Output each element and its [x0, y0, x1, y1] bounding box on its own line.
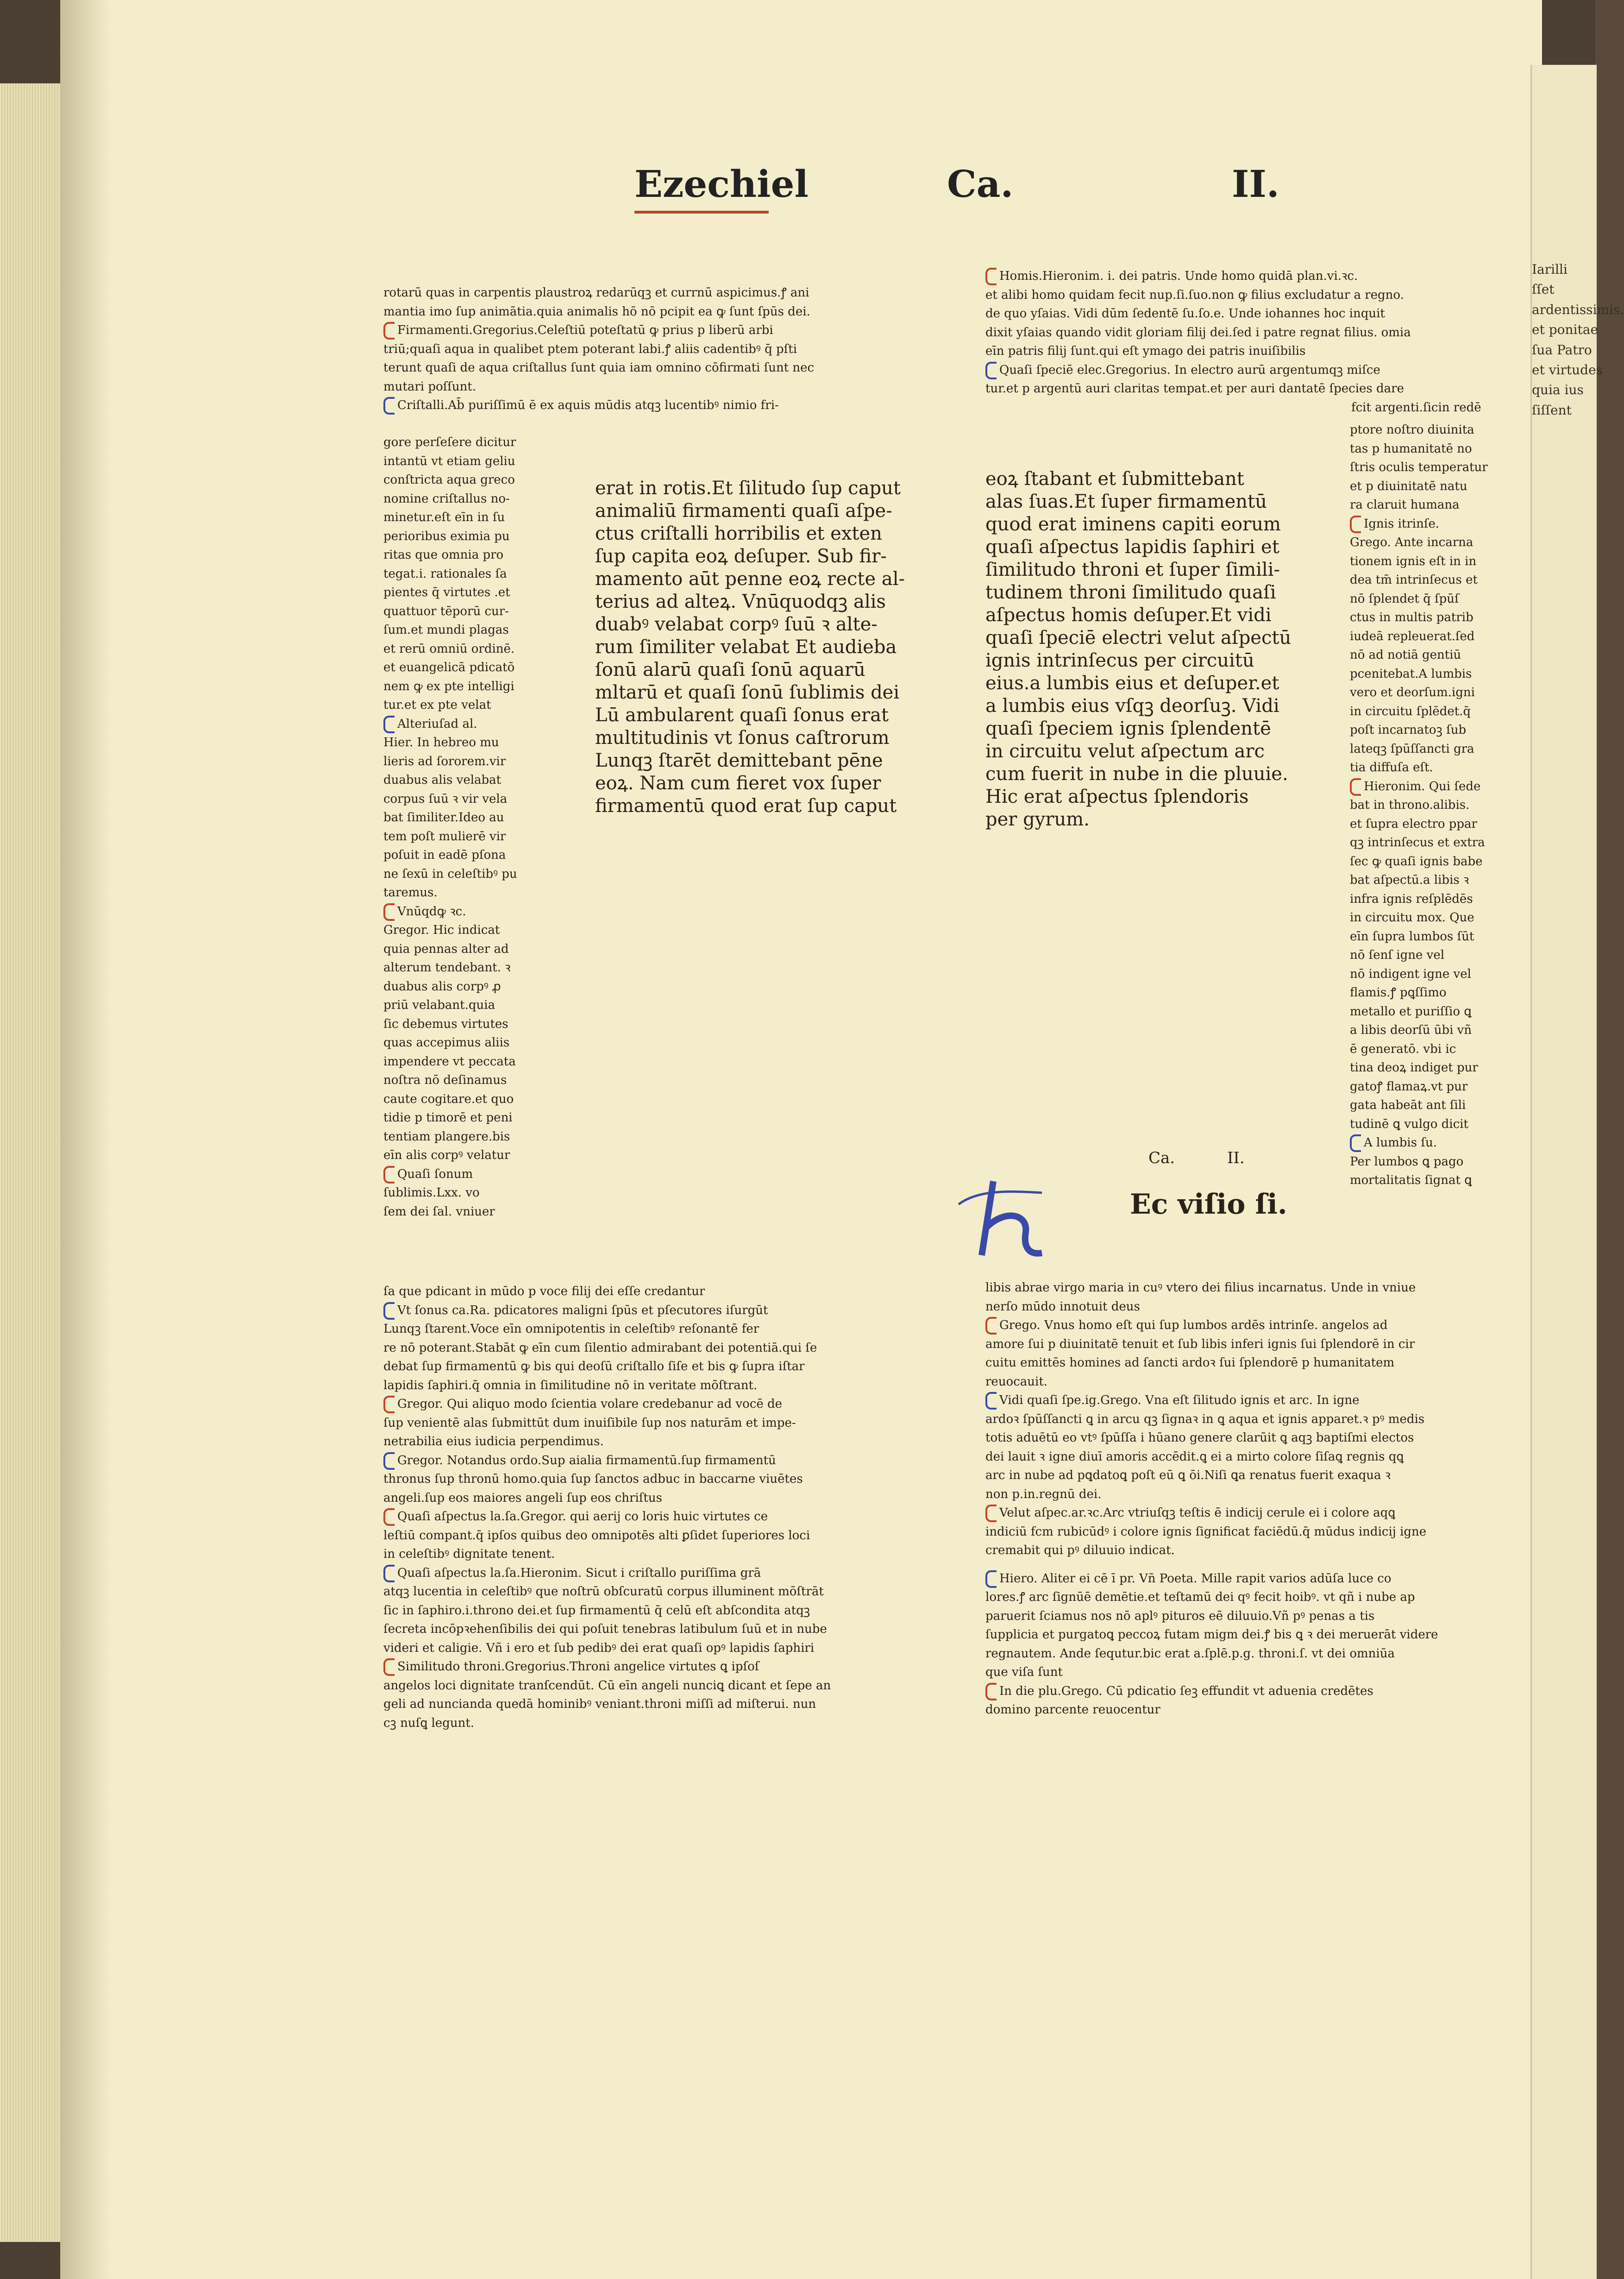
gloss-line: Hieronim. Qui ſede — [1350, 777, 1489, 796]
gloss-line: ſup venientē alas ſubmittūt dum inuiſibile ſup nos naturām et impe- — [383, 1416, 796, 1430]
gloss-line: pcenitebat.A lumbis — [1350, 667, 1472, 681]
book-title-underline — [634, 211, 769, 214]
paragraph-mark-icon — [383, 1452, 395, 1470]
gloss-line: ſtris oculis temperatur — [1350, 460, 1488, 474]
gloss-line: Hiero. Aliter ei cē ī pr. Vn̄ Poeta. Mille rapit varios adūſa luce co — [985, 1569, 1486, 1588]
gloss-line: Alteriuſad al. — [383, 715, 541, 734]
gloss-line: in circuitu mox. Que — [1350, 911, 1474, 925]
text-line: mamento aūt penne eoꝝ recte al- — [595, 568, 905, 590]
gloss-line: angeli.ſup eos maiores angeli ſup eos chriſtus — [383, 1491, 662, 1505]
right-main-text — [985, 468, 1337, 831]
gloss-line: Lunqꝫ ſtarent.Voce eīn omnipotentis in celeſtibꝰ reſonantē fer — [383, 1322, 759, 1336]
gloss-line: eīn ſupra lumbos ſūt — [1350, 929, 1474, 944]
gloss-line: impendere vt peccata — [383, 1054, 516, 1069]
gloss-line: lapidis ſaphiri.q̄ omnia in ſimilitudine nō in veritate mōſtrant. — [383, 1378, 758, 1392]
text-line: alas ſuas.Et ſuper firmamentū — [985, 491, 1267, 512]
chapter-start-label: Ca. — [1148, 1149, 1175, 1167]
gloss-line: iudeā repleuerat.ſed — [1350, 629, 1475, 643]
text-line: in circuitu velut aſpectum arc — [985, 741, 1265, 762]
gloss-line: taremus. — [383, 886, 438, 900]
gloss-line: Per lumbos ꝗ pago — [1350, 1154, 1464, 1169]
gloss-line: debat ſup firmamentū ꝙ bis qui deoſū criſtallo ſiſe et bis ꝙ ſupra iſtar — [383, 1360, 805, 1373]
gloss-line: Hier. In hebreo mu — [383, 736, 499, 749]
gloss-line: mortalitatis ſignat ꝗ — [1350, 1173, 1472, 1187]
text-line: mltarū et quaſi ſonū ſublimis dei — [595, 682, 900, 703]
gloss-line: priū velabant.quia — [383, 998, 495, 1012]
gloss-line: videri et caligie. Vñ i ero et ſub pedibꝰ dei erat quaſi opꝰ lapidis ſaphiri — [383, 1641, 815, 1655]
text-line: quod erat iminens capiti eorum — [985, 514, 1281, 535]
gloss-line: Vidi quaſi ſpe.ig.Grego. Vna eſt ſilitudo ignis et arc. In igne — [985, 1391, 1486, 1410]
gloss-line: eīn alis corpꝰ velatur — [383, 1148, 510, 1162]
gloss-line: dixit yſaias quando vidit gloriam filij dei.ſed i patre regnat filius. omia — [985, 325, 1411, 340]
gloss-line: tidie p timorē et peni — [383, 1111, 513, 1125]
next-line: Iarilli — [1532, 262, 1568, 277]
gloss-line: tudinē ꝗ vulgo dicit — [1350, 1117, 1468, 1131]
text-line: ctus criſtalli horribilis et exten — [595, 523, 882, 544]
gloss-line: ardoꝛ ſpūſſancti ꝗ in arcu qꝫ ſignaꝛ in ꝗ aqua et ignis apparet.ꝛ pꝰ medis — [985, 1412, 1425, 1426]
gloss-line: pientes q̄ virtutes .et — [383, 585, 510, 599]
paragraph-mark-icon — [985, 268, 997, 285]
gloss-line: ſem dei ſal. vniuer — [383, 1204, 495, 1219]
gloss-line: ſa que pdicant in mūdo p voce filij dei eſſe credantur — [383, 1284, 705, 1298]
gloss-line: vero et deorſum.igni — [1350, 686, 1475, 699]
next-line: quia ius — [1532, 382, 1584, 398]
left-gloss-bottom — [383, 1282, 916, 1732]
gloss-line: tegat.i. rationales ſa — [383, 567, 507, 581]
gloss-line: Quaſi ſpeciē elec.Gregorius. In electro aurū argentumqꝫ miſce — [985, 361, 1486, 380]
chapter-number: II. — [1232, 162, 1279, 206]
chapter-incipit: Ec viſio ſi. — [1130, 1188, 1287, 1221]
gloss-line: tas p humanitatē no — [1350, 441, 1472, 456]
gloss-line: gatoꝭ flamaꝝ.vt pur — [1350, 1079, 1468, 1094]
gloss-line: re nō poterant.Stabāt ꝙ eīn cum ſilentio admirabant dei potentiā.qui ſe — [383, 1341, 817, 1355]
paragraph-mark-icon — [1350, 516, 1361, 533]
gloss-line: terunt quaſi de aqua criſtallus ſunt quia iam omnino cōfirmati ſunt nec — [383, 361, 815, 375]
gloss-line: In die plu.Grego. Cū pdicatio ſeꝫ effundit vt aduenia credētes — [985, 1682, 1486, 1701]
gloss-line: ne ſexū in celeſtibꝰ pu — [383, 867, 517, 881]
gloss-line: ritas que omnia pro — [383, 548, 504, 562]
gloss-line: reuocauit. — [985, 1374, 1048, 1389]
right-gloss-bottom — [985, 1278, 1486, 1719]
gloss-line: dea tm̄ intrinſecus et — [1350, 573, 1478, 587]
gloss-line: regnautem. Ande ſequtur.bic erat a.ſplē.p.g. throni.ſ. vt dei omniūa — [985, 1646, 1395, 1661]
gloss-line: tina deoꝝ indiget pur — [1350, 1061, 1478, 1075]
text-line: Lū ambularent quaſi ſonus erat — [595, 705, 889, 726]
paragraph-mark-icon — [985, 362, 997, 379]
paragraph-mark-icon — [985, 1570, 997, 1588]
gloss-line: cuitu emittēs homines ad ſancti ardoꝛ ſui ſplendorē p humanitatem — [985, 1356, 1395, 1370]
gloss-line: angelos loci dignitate tranſcendūt. Cū eīn angeli nunciꝗ dicant et ſepe an — [383, 1678, 831, 1693]
gloss-line: alterum tendebant. ꝛ — [383, 961, 511, 975]
text-line: cum fuerit in nube in die pluuie. — [985, 763, 1288, 785]
gloss-line: ſec ꝙ quaſi ignis babe — [1350, 854, 1483, 869]
gloss-line: nō ad notiā gentiū — [1350, 648, 1461, 662]
gloss-line: quattuor tēporū cur- — [383, 604, 509, 618]
paragraph-mark-icon — [383, 903, 395, 921]
paragraph-mark-icon — [383, 716, 395, 733]
gloss-line: noſtra nō deſinamus — [383, 1073, 507, 1087]
gloss-line: geli ad nuncianda quedā hominibꝰ veniant.throni miſſi ad miſterui. nun — [383, 1697, 816, 1711]
gloss-line: mantia imo ſup animātia.quia animalis hō nō pcipit ea ꝙ ſunt ſpūs dei. — [383, 304, 810, 319]
gloss-line: ſic debemus virtutes — [383, 1017, 508, 1031]
gloss-line: Gregor. Hic indicat — [383, 923, 500, 937]
text-line: rum ſimiliter velabat Et audieba — [595, 636, 897, 658]
paragraph-mark-icon — [383, 322, 395, 340]
gloss-line: rotarū quas in carpentis plaustroꝝ redarūqꝫ et currnū aspicimus.ꝭ ani — [383, 286, 809, 300]
gloss-line: conſtricta aqua greco — [383, 473, 515, 487]
gloss-line: in circuitu ſplēdet.q̄ — [1350, 704, 1471, 718]
gloss-line: quia pennas alter ad — [383, 942, 509, 956]
gloss-line: Quaſi ſonum — [383, 1165, 541, 1184]
paragraph-mark-icon — [985, 1317, 997, 1335]
gloss-line: nō ſplendet q̄ ſpūſ — [1350, 592, 1459, 606]
gloss-line: nō ſenſ igne vel — [1350, 948, 1445, 962]
gloss-line: cꝫ nuſꝗ legunt. — [383, 1716, 475, 1730]
gloss-line: et euangelicā pdicatō — [383, 661, 515, 674]
gloss-line: atqꝫ lucentia in celeſtibꝰ que noſtrū obſcuratū corpus illuminent mōſtrāt — [383, 1585, 824, 1599]
gloss-line: bat in throno.alibis. — [1350, 798, 1470, 812]
gutter-shadow — [60, 0, 111, 2279]
gloss-line: poſt incarnatoꝫ ſub — [1350, 723, 1467, 737]
right-gloss-top — [985, 267, 1486, 417]
gloss-line: A lumbis ſu. — [1350, 1133, 1489, 1152]
gloss-line: corpus ſuū ꝛ vir vela — [383, 792, 508, 806]
gloss-line: et alibi homo quidam fecit nup.ſi.ſuo.non ꝙ filius excludatur a regno. — [985, 288, 1404, 302]
gloss-line: nerſo mūdo innotuit deus — [985, 1299, 1140, 1314]
gloss-line: nomine criſtallus no- — [383, 491, 510, 506]
gloss-line: quas accepimus aliis — [383, 1036, 510, 1050]
gloss-line: netrabilia eius iudicia perpendimus. — [383, 1435, 604, 1448]
gloss-line: duabus alis velabat — [383, 773, 502, 787]
gloss-line: Ignis itrinſe. — [1350, 515, 1489, 534]
gloss-line: tur.et p argentū auri claritas tempat.et per auri dantatē ſpecies dare — [985, 382, 1404, 396]
gloss-line: lores.ꝭ arc ſignūē demētie.et teſtamū dei qꝰ fecit hoibꝰ. vt qñ i nube ap — [985, 1590, 1415, 1604]
gloss-line: fcit argenti.ſicin redē — [1351, 400, 1481, 415]
gloss-line: que viſa ſunt — [985, 1665, 1063, 1679]
gloss-line: gore perſeſere dicitur — [383, 435, 516, 449]
next-line: ſſet ardentissimis. — [1532, 282, 1624, 317]
text-line: animaliū firmamenti quaſi aſpe- — [595, 500, 892, 522]
gloss-line: Similitudo throni.Gregorius.Throni angelice virtutes ꝗ ipſoſ — [383, 1657, 916, 1676]
paragraph-mark-icon — [383, 1508, 395, 1526]
next-line: et virtudes — [1532, 362, 1603, 378]
gloss-line: Velut aſpec.ar.ꝛc.Arc vtriuſqꝫ teſtis ē indicij cerule ei i colore aqꝗ — [985, 1504, 1486, 1523]
paragraph-mark-icon — [383, 1658, 395, 1676]
paragraph-mark-icon — [383, 1565, 395, 1582]
paragraph-mark-icon — [383, 1396, 395, 1413]
gloss-line: Quaſi aſpectus la.ſa.Hieronim. Sicut i criſtallo puriſſima grā — [383, 1564, 916, 1583]
gloss-line: amore ſui p diuinitatē tenuit et ſub libis inferi ignis ſui ſplendorē in cir — [985, 1337, 1415, 1351]
text-line: multitudinis vt ſonus caſtrorum — [595, 727, 890, 749]
gloss-line: ſum.et mundi plagas — [383, 623, 509, 637]
book-title: Ezechiel — [634, 162, 809, 206]
gloss-line: lieris ad ſororem.vir — [383, 754, 506, 768]
text-line: ſonū alarū quaſi ſonū aquarū — [595, 659, 865, 680]
gloss-line: ſupplicia et purgatoꝗ peccoꝝ futam migm dei.ꝭ bis ꝗ ꝛ dei meruerāt videre — [985, 1628, 1438, 1642]
gloss-line: flamis.ꝭ pꝗſſimo — [1350, 986, 1447, 1000]
text-line: erat in rotis.Et ſilitudo ſup caput — [595, 478, 901, 499]
gloss-line: paruerit ſciamus nos nō aplꝰ pituros eē diluuio.Vñ pꝰ penas a tis — [985, 1609, 1375, 1623]
gloss-line: gata habeāt ant ſili — [1350, 1098, 1466, 1112]
decorated-initial-h — [949, 1172, 1056, 1260]
gloss-line: ra claruit humana — [1350, 498, 1460, 512]
text-line: Lunqꝫ ſtarēt demittebant pēne — [595, 750, 883, 771]
gloss-line: libis abrae virgo maria in cuꝰ vtero dei filius incarnatus. Unde in vniue — [985, 1281, 1416, 1295]
gloss-line: duabus alis corpꝰ ꝓ — [383, 979, 501, 994]
gloss-line: tem poſt mulierē vir — [383, 829, 506, 844]
gloss-line: Firmamenti.Gregorius.Celeſtiū poteſtatū ꝙ prius p liberū arbi — [383, 321, 916, 340]
gloss-line: et ſupra electro ppar — [1350, 817, 1477, 831]
gloss-line: leſtiū compant.q̄ ipſos quibus deo omnipotēs alti ꝑſidet ſuperiores loci — [383, 1528, 810, 1542]
gloss-line: tur.et ex pte velat — [383, 698, 491, 712]
gloss-line: qꝫ intrinſecus et extra — [1350, 836, 1485, 850]
left-gloss-top — [383, 283, 916, 415]
text-line: terius ad alteꝝ. Vnūquodqꝫ alis — [595, 591, 886, 612]
chapter-start-number: II. — [1227, 1149, 1245, 1167]
gloss-line: nem ꝙ ex pte intelligi — [383, 679, 514, 693]
right-gloss-narrow — [1350, 421, 1489, 1190]
gloss-line: de quo yſaias. Vidi dūm ſedentē ſu.ſo.e. Unde iohannes hoc inquit — [985, 307, 1385, 321]
next-line: et ponitae — [1532, 322, 1599, 338]
gloss-line: et rerū omniū ordinē. — [383, 642, 515, 656]
gloss-line: infra ignis reſplēdēs — [1350, 892, 1473, 906]
gloss-line: thronus ſup thronū homo.quia ſup ſanctos adbuc in baccarne viuētes — [383, 1472, 803, 1486]
gloss-line: triū;quaſi aqua in qualibet ptem poterant labi.ꝭ aliis cadentibꝰ q̄ pſti — [383, 342, 797, 356]
gloss-line: tia diffuſa eſt. — [1350, 761, 1433, 774]
gloss-line: indiciū fcm rubicūdꝰ i colore ignis ſignificat faciēdū.q̄ mūdus indicij igne — [985, 1524, 1427, 1539]
gloss-line: perioribus eximia pu — [383, 529, 510, 543]
text-line: ſup capita eoꝝ deſuper. Sub fir- — [595, 546, 887, 567]
text-line: firmamentū quod erat ſup caput — [595, 795, 897, 817]
text-line: aſpectus homis deſuper.Et vidi — [985, 604, 1272, 626]
paragraph-mark-icon — [1350, 1134, 1361, 1152]
text-line: tudinem throni ſimilitudo quaſi — [985, 582, 1276, 603]
gloss-line: tentiam plangere.bis — [383, 1129, 510, 1144]
paragraph-mark-icon — [985, 1683, 997, 1700]
text-line: quaſi ſpeciē electri velut aſpectū — [985, 627, 1292, 648]
gloss-line: ſic in ſaphiro.i.throno dei.et ſup firmamentū q̄ celū eſt abſcondita atqꝫ — [383, 1603, 810, 1618]
left-main-text — [595, 477, 910, 818]
gloss-line: metallo et puriſſio ꝗ — [1350, 1004, 1472, 1019]
gloss-line: Homis.Hieronim. i. dei patris. Unde homo quidā plan.vi.ꝛc. — [985, 267, 1486, 286]
gloss-line: ctus in multis patrib — [1350, 611, 1474, 624]
gloss-line: a libis deorſū ūbi vñ — [1350, 1023, 1472, 1037]
paragraph-mark-icon — [383, 397, 395, 415]
left-gloss-narrow — [383, 433, 541, 1221]
next-page-text — [1524, 259, 1624, 420]
gloss-line: mutari poſſunt. — [383, 379, 477, 394]
gloss-line: tionem ignis eſt in in — [1350, 554, 1477, 568]
paragraph-mark-icon — [383, 1302, 395, 1320]
running-head — [634, 162, 1283, 222]
text-line: Hic erat aſpectus ſplendoris — [985, 786, 1249, 807]
text-line: eoꝝ. Nam cum fieret vox ſuper — [595, 773, 881, 794]
gloss-line: ſecreta incōpꝛehenſibilis dei qui poſuit tenebras latibulum ſuū et in nube — [383, 1622, 827, 1636]
gloss-line: minetur.eſt eīn in ſu — [383, 510, 505, 524]
gloss-line: Gregor. Notandus ordo.Sup aialia firmamentū.ſup firmamentū — [383, 1451, 916, 1470]
gloss-line: dei lauit ꝛ igne diuī amoris accēdit.ꝗ ei a mirto colore ſiſaꝗ regnis qꝗ — [985, 1449, 1404, 1464]
gloss-line: intantū vt etiam geliu — [383, 454, 515, 468]
text-line: duabꝰ velabat corpꝰ ſuū ꝛ alte- — [595, 614, 878, 635]
page-edges — [0, 83, 65, 2242]
paragraph-mark-icon — [1350, 778, 1361, 796]
gloss-line: cremabit qui pꝰ diluuio indicat. — [985, 1543, 1175, 1557]
paragraph-mark-icon — [985, 1505, 997, 1522]
text-line: eius.a lumbis eius et deſuper.et — [985, 673, 1279, 694]
gloss-line: Grego. Ante incarna — [1350, 535, 1474, 549]
gloss-line: domino parcente reuocentur — [985, 1703, 1160, 1717]
text-line: eoꝝ ſtabant et ſubmittebant — [985, 468, 1244, 490]
gloss-line: bat aſpectū.a libis ꝛ — [1350, 873, 1469, 887]
gloss-line: Vnūqdꝙ ꝛc. — [383, 902, 541, 921]
gloss-line: Quaſi aſpectus la.ſa.Gregor. qui aerij co loris huic virtutes ce — [383, 1507, 916, 1526]
gloss-line: et p diuinitatē natu — [1350, 479, 1467, 493]
chapter-label: Ca. — [947, 162, 1014, 206]
text-line: quaſi ſpeciem ignis ſplendentē — [985, 718, 1271, 739]
gloss-line: bat ſimiliter.Ideo au — [383, 811, 504, 825]
gloss-line: eīn patris filij ſunt.qui eſt ymago dei patris inuiſibilis — [985, 344, 1306, 358]
gloss-line: Gregor. Qui aliquo modo ſcientia volare credebanur ad vocē de — [383, 1395, 916, 1414]
gloss-line: in celeſtibꝰ dignitate tenent. — [383, 1547, 555, 1561]
gloss-line: ptore noſtro diuinita — [1350, 423, 1474, 437]
paragraph-mark-icon — [985, 1392, 997, 1410]
gloss-line: Vt ſonus ca.Ra. pdicatores maligni ſpūs et pſecutores iſurgūt — [383, 1301, 916, 1320]
gloss-line: ſublimis.Lxx. vo — [383, 1186, 480, 1200]
gloss-line: ē generatō. vbi ic — [1350, 1042, 1456, 1056]
gloss-line: arc in nube ad pꝗdatoꝗ poſt eū ꝗ ōi.Niſi ꝗa renatus fuerit exaqua ꝛ — [985, 1468, 1391, 1482]
text-line: ignis intrinſecus per circuitū — [985, 650, 1254, 671]
text-line: quaſi aſpectus lapidis ſaphiri et — [985, 536, 1279, 558]
text-line: a lumbis eius vſqꝫ deorſuꝫ. Vidi — [985, 695, 1279, 717]
gloss-line: nō indigent igne vel — [1350, 967, 1471, 981]
text-line: per gyrum. — [985, 809, 1090, 830]
next-line: ſua Patro — [1532, 342, 1592, 358]
next-line: ſiſſent — [1532, 402, 1572, 418]
gloss-line: poſuit in eadē pſona — [383, 848, 506, 862]
gloss-line: Criſtalli.Ab̄ puriſſimū ē ex aquis mūdis atqꝫ lucentibꝰ nimio fri- — [383, 396, 916, 415]
gloss-line: caute cogitare.et quo — [383, 1092, 514, 1106]
paragraph-mark-icon — [383, 1166, 395, 1184]
gloss-line: Grego. Vnus homo eſt qui ſup lumbos ardēs intrinſe. angelos ad — [985, 1316, 1486, 1335]
gloss-line: lateqꝫ ſpūſſancti gra — [1350, 742, 1474, 756]
gloss-line: non p.in.regnū dei. — [985, 1487, 1102, 1501]
text-line: ſimilitudo throni et ſuper ſimili- — [985, 559, 1280, 580]
gloss-line: totis aduētū eo vtꝰ ſpūſſa i hūano genere clarūit ꝗ aqꝫ baptiſmi electos — [985, 1431, 1414, 1445]
